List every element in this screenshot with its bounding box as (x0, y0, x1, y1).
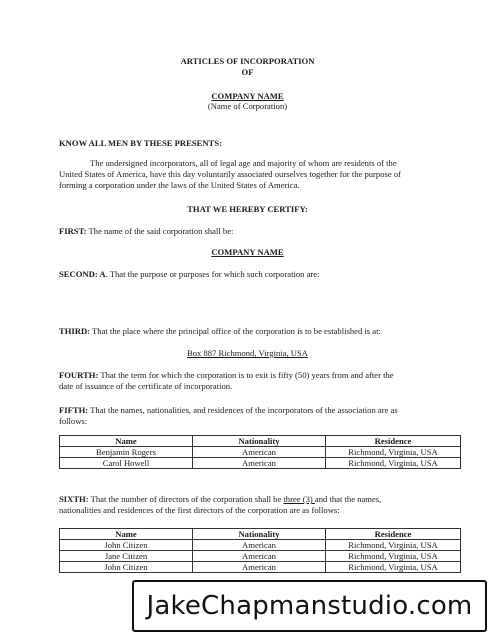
table-header-row (60, 529, 461, 540)
incorporators-table (59, 435, 461, 469)
directors-table (59, 528, 461, 573)
document-title-of: OF (241, 67, 254, 77)
intro-line-2: United States of America, have this day voluntarily associated ourselves together for the purpose of (59, 169, 401, 179)
table-row (60, 447, 461, 458)
table-row (60, 458, 461, 469)
second-clause: SECOND: A. That the purpose or purposes for which such corporation are: (59, 269, 320, 279)
watermark-banner: JakeChapmanstudio.com (132, 580, 487, 632)
table-row (60, 551, 461, 562)
fifth-clause-line-1: FIFTH: That the names, nationalities, and residences of the incorporators of the association are as (59, 405, 398, 415)
table-row (60, 540, 461, 551)
cell-nationality: American (193, 540, 326, 551)
cell-residence: Richmond, Virginia, USA (326, 540, 461, 551)
column-header-nationality: Nationality (193, 529, 326, 540)
cell-nationality: American (193, 551, 326, 562)
cell-nationality: American (193, 458, 326, 469)
intro-line-3: forming a corporation under the laws of the United States of America. (59, 180, 300, 190)
cell-name: Carol Howell (60, 458, 193, 469)
table-row (60, 562, 461, 573)
cell-nationality: American (193, 562, 326, 573)
fourth-clause-line-2: date of issuance of the certificate of incorporation. (59, 381, 233, 391)
cell-name: John Citizen (60, 562, 193, 573)
third-clause: THIRD: That the place where the principal office of the corporation is to be established is at: (59, 326, 381, 336)
cell-name: Jane Citizen (60, 551, 193, 562)
company-name-caption: (Name of Corporation) (207, 101, 288, 111)
certify-heading: THAT WE HEREBY CERTIFY: (187, 204, 308, 214)
know-all-heading: KNOW ALL MEN BY THESE PRESENTS: (59, 138, 222, 148)
cell-residence: Richmond, Virginia, USA (326, 447, 461, 458)
document-title: ARTICLES OF INCORPORATION (180, 56, 315, 66)
table-header-row (60, 436, 461, 447)
sixth-clause-line-1: SIXTH: That the number of directors of the corporation shall be three (3) and that the names, (59, 494, 382, 504)
first-clause: FIRST: The name of the said corporation shall be: (59, 226, 234, 236)
first-value: COMPANY NAME (211, 247, 284, 257)
office-address: Box 887 Richmond, Virginia, USA (187, 348, 308, 358)
sixth-clause-line-2: nationalities and residences of the first directors of the corporation are as follows: (59, 505, 340, 515)
cell-nationality: American (193, 447, 326, 458)
cell-name: Benjamin Rogers (60, 447, 193, 458)
column-header-name: Name (60, 529, 193, 540)
cell-residence: Richmond, Virginia, USA (326, 562, 461, 573)
cell-residence: Richmond, Virginia, USA (326, 551, 461, 562)
column-header-residence: Residence (326, 529, 461, 540)
column-header-name: Name (60, 436, 193, 447)
column-header-residence: Residence (326, 436, 461, 447)
intro-line-1: The undersigned incorporators, all of legal age and majority of whom are residents of the (90, 158, 397, 168)
fourth-clause-line-1: FOURTH: That the term for which the corporation is to exit is fifty (50) years from and after the (59, 370, 394, 380)
column-header-nationality: Nationality (193, 436, 326, 447)
cell-name: John Citizen (60, 540, 193, 551)
company-name-heading: COMPANY NAME (211, 91, 284, 101)
cell-residence: Richmond, Virginia, USA (326, 458, 461, 469)
fifth-clause-line-2: follows: (59, 416, 88, 426)
